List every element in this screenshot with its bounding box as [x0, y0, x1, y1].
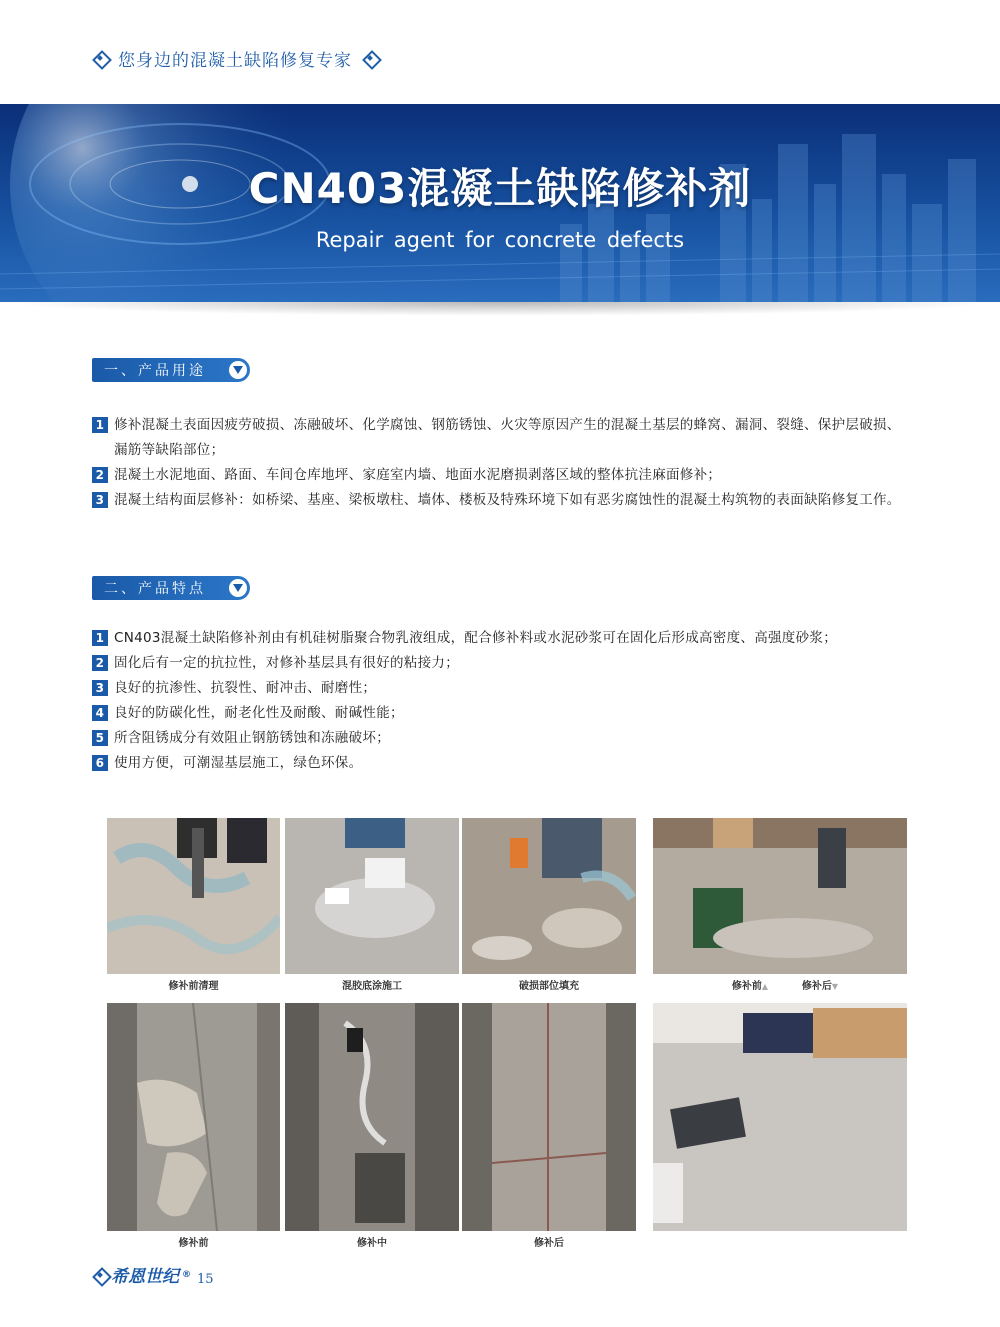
- list-item: [92, 651, 912, 676]
- item-text: 使用方便，可潮湿基层施工，绿色环保。: [114, 755, 363, 771]
- photo-caption: 修补前: [178, 1238, 209, 1249]
- section-heading-label: 一、产品用途: [104, 363, 206, 379]
- item-number: 5: [92, 730, 108, 746]
- diamond-icon: [92, 50, 108, 66]
- list-item: [92, 488, 912, 513]
- photo-caption-before: [720, 977, 780, 992]
- page-number: 15: [197, 1271, 214, 1287]
- photo-track-after: [462, 1003, 636, 1231]
- diamond-icon: [92, 1267, 108, 1283]
- footer: [92, 1262, 214, 1287]
- item-text: 混凝土结构面层修补：如桥梁、基座、梁板墩柱、墙体、楼板及特殊环境下如有恶劣腐蚀性的混凝土构筑物的表面缺陷修复工作。: [114, 492, 901, 508]
- photo-track-before: [107, 1003, 280, 1231]
- registered-mark: ®: [182, 1269, 191, 1280]
- list-item: [92, 701, 912, 726]
- photo-damaged-area-filling: [462, 818, 636, 974]
- page-title: CN403混凝土缺陷修补剂: [248, 164, 752, 213]
- features-list: [92, 626, 912, 776]
- section-heading-usage: [92, 358, 250, 382]
- down-arrow-icon: [229, 579, 247, 597]
- item-number: 4: [92, 705, 108, 721]
- item-text: 固化后有一定的抗拉性，对修补基层具有很好的粘接力；: [114, 655, 459, 671]
- banner-shadow: [0, 302, 1000, 316]
- item-number: 2: [92, 655, 108, 671]
- photo-caption: 破损部位填充: [519, 981, 579, 992]
- list-item: [92, 463, 912, 488]
- photo-before-after-floor: [653, 818, 907, 974]
- brand-logo: [92, 1262, 191, 1287]
- up-arrow-icon: ▲: [761, 982, 769, 991]
- down-arrow-icon: [229, 361, 247, 379]
- item-number: 3: [92, 680, 108, 696]
- item-number: 3: [92, 492, 108, 508]
- section-heading-features: [92, 576, 250, 600]
- list-item: [92, 626, 912, 651]
- tagline-text: 您身边的混凝土缺陷修复专家: [118, 50, 352, 71]
- list-item: [92, 726, 912, 751]
- before-label: 修补前: [731, 981, 762, 992]
- item-text: CN403混凝土缺陷修补剂由有机硅树脂聚合物乳液组成，配合修补料或水泥砂浆可在固化后形成高密度、高强度砂浆；: [114, 630, 837, 646]
- photo-primer-application: [285, 818, 459, 974]
- item-text: 所含阻锈成分有效阻止钢筋锈蚀和冻融破坏；: [114, 730, 390, 746]
- header-tagline: [92, 44, 378, 72]
- item-number: 2: [92, 467, 108, 483]
- photo-caption: 修补中: [357, 1238, 387, 1249]
- photo-repaired-floor: [653, 1003, 907, 1231]
- photo-caption: 修补前清理: [168, 981, 219, 992]
- brand-name: 希恩世纪: [111, 1267, 179, 1287]
- list-item: [92, 751, 912, 776]
- item-number: 6: [92, 755, 108, 771]
- after-label: 修补后: [801, 981, 832, 992]
- section-heading-label: 二、产品特点: [104, 581, 206, 597]
- list-item: [92, 676, 912, 701]
- photo-track-during: [285, 1003, 459, 1231]
- usage-list: [92, 413, 912, 513]
- item-number: 1: [92, 630, 108, 646]
- photo-pre-repair-cleaning: [107, 818, 280, 974]
- title-banner: [0, 104, 1000, 302]
- photo-caption: 混胶底涂施工: [342, 981, 402, 992]
- item-number: 1: [92, 417, 108, 433]
- photo-caption-after: [790, 977, 850, 992]
- item-text: 良好的防碳化性，耐老化性及耐酸、耐碱性能；: [114, 705, 404, 721]
- photo-caption: 修补后: [534, 1238, 564, 1249]
- item-text: 混凝土水泥地面、路面、车间仓库地坪、家庭室内墙、地面水泥磨损剥落区域的整体抗洼麻面修补；: [114, 467, 722, 483]
- list-item: [92, 413, 912, 463]
- diamond-icon: [362, 50, 378, 66]
- item-text: 良好的抗渗性、抗裂性、耐冲击、耐磨性；: [114, 680, 377, 696]
- down-arrow-icon: ▼: [831, 982, 839, 991]
- item-text: 修补混凝土表面因疲劳破损、冻融破坏、化学腐蚀、钢筋锈蚀、火灾等原因产生的混凝土基层的蜂窝、漏洞、裂缝、保护层破损、漏筋等缺陷部位；: [114, 417, 901, 458]
- page-subtitle: Repair agent for concrete defects: [315, 228, 685, 252]
